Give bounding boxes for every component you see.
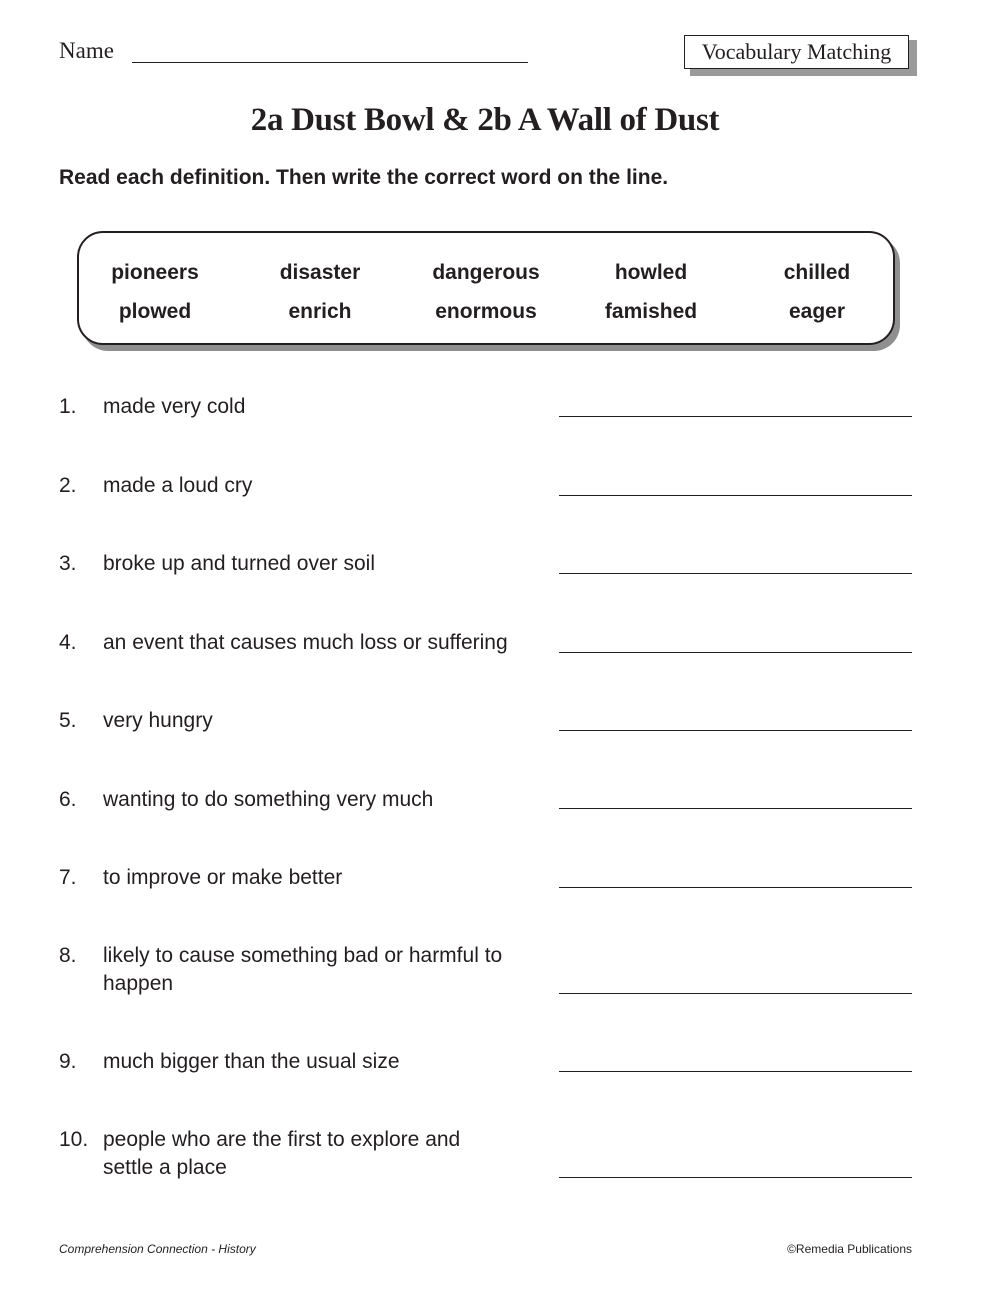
instructions: Read each definition. Then write the correct word on the line. bbox=[59, 166, 669, 189]
footer-series: Comprehension Connection - History bbox=[59, 1242, 256, 1256]
word-bank bbox=[77, 231, 895, 345]
answer-line[interactable] bbox=[559, 573, 912, 574]
word-bank-item: howled bbox=[614, 261, 688, 284]
answer-line[interactable] bbox=[559, 495, 912, 496]
name-input-line[interactable] bbox=[132, 62, 528, 63]
question-number: 9. bbox=[59, 1050, 77, 1073]
word-bank-item: pioneers bbox=[111, 261, 199, 284]
question-text: an event that causes much loss or suffering bbox=[103, 631, 508, 654]
question-text: made very cold bbox=[103, 395, 246, 418]
question-text: to improve or make better bbox=[103, 866, 343, 889]
question-number: 10. bbox=[59, 1128, 89, 1151]
worksheet-type-tag: Vocabulary Matching bbox=[684, 35, 909, 69]
page-title: 2a Dust Bowl & 2b A Wall of Dust bbox=[250, 102, 720, 138]
question-number: 2. bbox=[59, 474, 77, 497]
question-number: 7. bbox=[59, 866, 77, 889]
word-bank-item: chilled bbox=[783, 261, 851, 284]
word-bank-item: enrich bbox=[288, 300, 352, 323]
question-text: people who are the first to explore and settle a place bbox=[103, 1128, 461, 1179]
question-number: 1. bbox=[59, 395, 77, 418]
question-number: 3. bbox=[59, 552, 77, 575]
footer-copyright: ©Remedia Publications bbox=[787, 1242, 912, 1256]
question-text: likely to cause something bad or harmful to happen bbox=[103, 944, 503, 995]
question-text: wanting to do something very much bbox=[103, 788, 434, 811]
word-bank-item: dangerous bbox=[432, 261, 540, 284]
answer-line[interactable] bbox=[559, 416, 912, 417]
name-label: Name bbox=[59, 38, 114, 63]
answer-line[interactable] bbox=[559, 730, 912, 731]
word-bank-item: disaster bbox=[279, 261, 361, 284]
question-number: 5. bbox=[59, 709, 77, 732]
word-bank-item: enormous bbox=[435, 300, 537, 323]
question-text: broke up and turned over soil bbox=[103, 552, 376, 575]
word-bank-item: plowed bbox=[118, 300, 192, 323]
answer-line[interactable] bbox=[559, 1071, 912, 1072]
question-number: 6. bbox=[59, 788, 77, 811]
question-text: made a loud cry bbox=[103, 474, 253, 497]
question-text: very hungry bbox=[103, 709, 213, 732]
question-number: 8. bbox=[59, 944, 77, 967]
question-text: much bigger than the usual size bbox=[103, 1050, 400, 1073]
question-number: 4. bbox=[59, 631, 77, 654]
word-bank-item: famished bbox=[604, 300, 698, 323]
answer-line[interactable] bbox=[559, 993, 912, 994]
answer-line[interactable] bbox=[559, 1177, 912, 1178]
word-bank-item: eager bbox=[788, 300, 846, 323]
answer-line[interactable] bbox=[559, 652, 912, 653]
answer-line[interactable] bbox=[559, 808, 912, 809]
answer-line[interactable] bbox=[559, 887, 912, 888]
